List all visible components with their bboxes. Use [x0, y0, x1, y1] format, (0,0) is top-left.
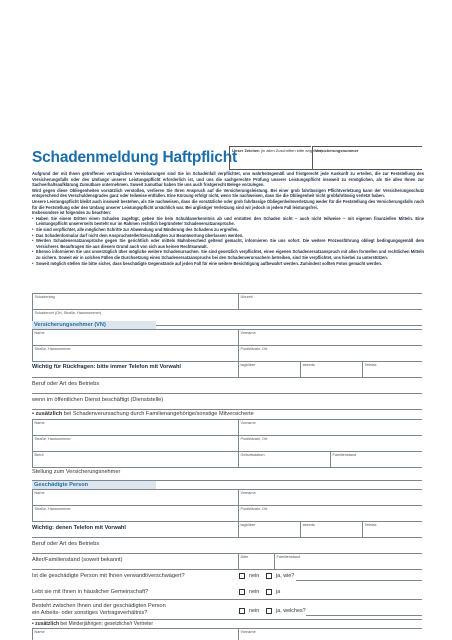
- vn-phone-evening-field[interactable]: abends: [300, 361, 362, 377]
- intro-paragraph: Aufgrund der mit Ihnen getroffenen vertraglichen Vereinbarungen sind Sie im Schadenfall verpflichtet, uns wahrheitsgemäß und fristgerecht jede Auskunft zu erteilen, die zur Feststellung des Versicherungsfalls oder des Umfangs unserer Leistungspflicht erforderlich ist, und uns die sachgerechte Prüfung unserer Leistungspflicht insoweit zu ermöglichen, als Sie alles Ihnen zur Sachverhaltsaufklärung Zumutbare unternehmen. Soweit zumutbar haben Sie uns auch fristgerecht Belege vorzulegen.: [32, 171, 424, 188]
- ci-marital-field[interactable]: Familienstand: [330, 451, 422, 467]
- divider: [32, 537, 422, 538]
- gp-marital-field[interactable]: Familienstand: [274, 553, 422, 569]
- our-reference-field[interactable]: [229, 146, 323, 169]
- ci-street-field[interactable]: Straße, Hausnummer: [32, 435, 238, 451]
- gp-phone-day-field[interactable]: tagsüber: [238, 521, 300, 537]
- divider: [32, 409, 422, 410]
- policyholder-heading: Versicherungsnehmer (VN): [32, 321, 156, 329]
- gp-phone-note: Wichtig: denen Telefon mit Vorwahl: [32, 525, 126, 531]
- related-no-checkbox[interactable]: [239, 573, 245, 579]
- related-yes-checkbox[interactable]: [266, 573, 272, 579]
- contract-detail-line: [306, 615, 422, 616]
- ci-firstname-field[interactable]: Vorname: [238, 419, 422, 435]
- minor-guardian-note: • zusätzlich bei Minderjährigen: gesetzliche/r Vertreter: [32, 621, 153, 627]
- gp-street-field[interactable]: Straße, Hausnummer: [32, 505, 238, 521]
- related-detail-line: [296, 580, 422, 581]
- policy-number-field[interactable]: [312, 146, 422, 169]
- vn-occupation-label: Beruf oder Art des Betriebs: [32, 381, 100, 387]
- list-item: • Das Schadenformular darf nicht dem Anspruchsteller/Geschädigten zur Beantwortung überlassen werden.: [32, 233, 424, 239]
- vn-public-service-label: wenn im öffentlichen Dienst beschäftigt (Dienststelle): [32, 397, 164, 403]
- list-item: • Sie sind verpflichtet, alle möglichen Schritte zur Abwendung und Minderung des Schadens zu ergreifen.: [32, 227, 424, 233]
- ci-occupation-field[interactable]: Beruf: [32, 451, 238, 467]
- guardian-firstname-field[interactable]: Vorname: [238, 628, 422, 640]
- intro-paragraph: Wird gegen diese Obliegenheiten vorsätzlich verstoßen, verlieren Sie Ihren Anspruch auf die Versicherungsleistung. Bei einer grob fahrlässigen Pflichtverletzung kann der Versicherungsschutz entsprechend des Verschuldensgrades ganz oder teilweise entfallen. Eine Kürzung erfolgt nicht, wenn Sie nachweisen, dass Sie die Obliegenheit nicht grobfahrlässig verletzt haben.: [32, 187, 424, 199]
- guardian-name-field[interactable]: Name: [32, 628, 238, 640]
- claim-time-field[interactable]: Uhrzeit: [238, 293, 422, 309]
- divider: [32, 467, 422, 468]
- ci-name-field[interactable]: Name: [32, 419, 238, 435]
- contract-yes-label: ja, welches?: [276, 608, 306, 614]
- our-reference-label: Unser Zeichen (in allen Zuschriften bitte angeben): [232, 148, 323, 153]
- gp-phone-evening-field[interactable]: abends: [300, 521, 362, 537]
- divider: [32, 619, 422, 620]
- form-title: Schadenmeldung Haftpflicht: [32, 149, 237, 166]
- list-item: • Ebenso informieren Sie uns unverzüglich über mögliche weitere Schadenursachen. Sie sind gesetzlich verpflichtet, einen eigenen Schadenersatzanspruch mit allen formellen und rechtlichen Mitteln zu sichern. Soweit wir in solchen Fällen die Durchsetzung eines Schadenersatzanspruchs bei den Schadenverursachern betreiben, sind Sie verpflichtet, uns hierbei zu unterstützen.: [32, 249, 424, 260]
- gp-contract-question-1: Besteht zwischen Ihnen und der geschädigten Person: [32, 603, 166, 609]
- gp-age-label: Alter/Familienstand (soweit bekannt): [32, 557, 123, 563]
- contract-no-label: nein: [249, 608, 260, 614]
- intro-paragraph: Insbesondere ist folgendes zu beachten:: [32, 210, 112, 216]
- gp-household-question: Lebt sie mit Ihnen in häuslicher Gemeinschaft?: [32, 589, 149, 595]
- divider: [32, 377, 422, 378]
- household-no-checkbox[interactable]: [239, 589, 245, 595]
- divider: [32, 569, 422, 570]
- obligations-text: [32, 171, 424, 266]
- list-item: • Haben Sie einem Dritten einen Schaden zugefügt, geben Sie kein Schuldanerkenntnis ab und erstatten den Schaden nicht – auch nicht teilweise – mit eigenen finanziellen Mitteln. Eine Leistungspflicht unsererseits besteht nur im Rahmen rechtlich begründeter Schadenersatzansprüche.: [32, 216, 424, 227]
- gp-occupation-label: Beruf oder Art des Betriebs: [32, 541, 100, 547]
- contract-no-checkbox[interactable]: [239, 608, 245, 614]
- gp-contract-question-2: ein Arbeits- oder sonstiges Vertragsverhältnis?: [32, 610, 148, 616]
- ci-zip-city-field[interactable]: Postleitzahl, Ort: [238, 435, 422, 451]
- vn-zip-city-field[interactable]: Postleitzahl, Ort: [238, 345, 422, 361]
- divider: [32, 599, 422, 600]
- vn-firstname-field[interactable]: Vorname: [238, 329, 422, 345]
- claim-date-field[interactable]: Schadentag: [32, 293, 238, 309]
- co-insured-note: • zusätzlich bei Schadenverursachung durch Familienangehörige/sonstige Mitversicherte: [32, 411, 254, 417]
- gp-zip-city-field[interactable]: Postleitzahl, Ort: [238, 505, 422, 521]
- contract-yes-checkbox[interactable]: [266, 608, 272, 614]
- gp-firstname-field[interactable]: Vorname: [238, 489, 422, 505]
- ci-birthdate-field[interactable]: Geburtsdatum: [238, 451, 330, 467]
- policy-number-label: Versicherungsnummer: [315, 148, 359, 153]
- list-item: • Soweit möglich stellen Sie bitte sicher, dass beschädigte Gegenstände auf jeden Fall für eine weitere Besichtigung aufbewahrt werden. Zumindest sollten Fotos gemacht werden.: [32, 261, 424, 267]
- ci-relation-label: Stellung zum Versicherungsnehmer: [32, 469, 121, 475]
- intro-paragraph: Unsere Leistungspflicht bleibt auch insoweit bestehen, als Sie nachweisen, dass die vorsätzliche oder grob fahrlässige Obliegenheitsverletzung weder für die Feststellung des Versicherungsfalls noch für die Feststellung oder den Umfang unserer Leistungspflicht ursächlich war. Bei arglistiger Verletzung sind wir jedoch in jedem Fall leistungsfrei.: [32, 198, 424, 210]
- vn-name-field[interactable]: Name: [32, 329, 238, 345]
- related-no-label: nein: [249, 573, 260, 579]
- vn-fax-field[interactable]: Telefax: [362, 361, 422, 377]
- divider: [32, 393, 422, 394]
- gp-related-question: Ist die geschädigte Person mit Ihnen verwandt/verschwägert?: [32, 573, 185, 579]
- vn-street-field[interactable]: Straße, Hausnummer: [32, 345, 238, 361]
- household-no-label: nein: [249, 589, 260, 595]
- gp-fax-field[interactable]: Telefax: [362, 521, 422, 537]
- obligations-list: [32, 216, 424, 266]
- gp-name-field[interactable]: Name: [32, 489, 238, 505]
- header-divider: [229, 169, 422, 170]
- claim-location-field[interactable]: Schadenort (Ort, Straße, Hausnummer): [32, 309, 422, 325]
- vn-phone-day-field[interactable]: tagsüber: [238, 361, 300, 377]
- gp-age-field[interactable]: Alter: [238, 553, 274, 569]
- household-yes-checkbox[interactable]: [266, 589, 272, 595]
- list-item: • Werden Schadenersatzansprüche gegen Sie gerichtlich oder mittels Mahnbescheid geltend gemacht, informieren Sie uns sofort. Die weitere Prozessführung obliegt bedingungsgemäß dem Versicherer. Beauftragen Sie aus diesem Grund auch von sich aus keinen Rechtsanwalt.: [32, 238, 424, 249]
- household-yes-label: ja: [276, 589, 281, 595]
- related-yes-label: ja, wie?: [276, 573, 295, 579]
- injured-party-heading: Geschädigte Person: [32, 481, 156, 489]
- vn-phone-note: Wichtig für Rückfragen: bitte immer Telefon mit Vorwahl: [32, 364, 181, 370]
